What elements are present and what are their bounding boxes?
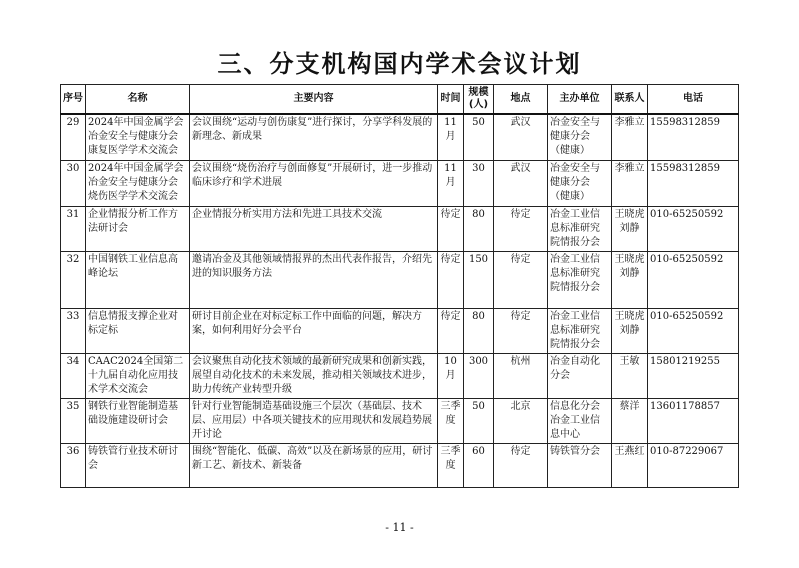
cell-scale: 60 <box>464 443 494 487</box>
page-number: - 11 - <box>385 521 414 534</box>
header-no: 序号 <box>61 85 86 115</box>
cell-time: 待定 <box>438 251 464 308</box>
cell-org: 冶金工业信息标准研究院情报分会 <box>548 308 612 353</box>
cell-scale: 50 <box>464 398 494 443</box>
header-org: 主办单位 <box>548 85 612 115</box>
header-contact: 联系人 <box>612 85 648 115</box>
cell-place: 待定 <box>494 251 548 308</box>
cell-org: 冶金工业信息标准研究院情报分会 <box>548 251 612 308</box>
cell-place: 待定 <box>494 443 548 487</box>
cell-content: 企业情报分析实用方法和先进工具技术交流 <box>190 206 438 251</box>
cell-name: 2024年中国金属学会冶金安全与健康分会烧伤医学学术交流会 <box>86 160 190 206</box>
cell-org: 冶金工业信息标准研究院情报分会 <box>548 206 612 251</box>
table-row <box>61 443 739 487</box>
cell-no: 31 <box>61 206 86 251</box>
cell-time: 三季度 <box>438 398 464 443</box>
cell-time: 10月 <box>438 353 464 398</box>
cell-name: 信息情报支撑企业对标定标 <box>86 308 190 353</box>
cell-org: 冶金安全与健康分会（健康） <box>548 114 612 160</box>
cell-content: 会议聚焦自动化技术领域的最新研究成果和创新实践，展望自动化技术的未来发展，推动相关领域技术进步，助力传统产业转型升级 <box>190 353 438 398</box>
cell-place: 待定 <box>494 308 548 353</box>
cell-no: 33 <box>61 308 86 353</box>
cell-phone: 15598312859 <box>648 114 739 160</box>
cell-name: 铸铁管行业技术研讨会 <box>86 443 190 487</box>
cell-scale: 80 <box>464 206 494 251</box>
cell-contact: 李雅立 <box>612 160 648 206</box>
cell-contact: 蔡洋 <box>612 398 648 443</box>
cell-org: 冶金安全与健康分会（健康） <box>548 160 612 206</box>
cell-no: 32 <box>61 251 86 308</box>
cell-no: 36 <box>61 443 86 487</box>
cell-phone: 13601178857 <box>648 398 739 443</box>
header-name: 名称 <box>86 85 190 115</box>
page-title: 三、分支机构国内学术会议计划 <box>217 50 582 78</box>
cell-org: 信息化分会 冶金工业信息中心 <box>548 398 612 443</box>
cell-content: 围绕“智能化、低碳、高效”以及在新场景的应用，研讨新工艺、新技术、新装备 <box>190 443 438 487</box>
cell-time: 待定 <box>438 206 464 251</box>
cell-scale: 300 <box>464 353 494 398</box>
cell-content: 邀请冶金及其他领域情报界的杰出代表作报告，介绍先进的知识服务方法 <box>190 251 438 308</box>
cell-time: 三季度 <box>438 443 464 487</box>
cell-scale: 50 <box>464 114 494 160</box>
cell-time: 11月 <box>438 114 464 160</box>
cell-phone: 15801219255 <box>648 353 739 398</box>
cell-org: 铸铁管分会 <box>548 443 612 487</box>
table-row <box>61 206 739 251</box>
cell-no: 30 <box>61 160 86 206</box>
cell-place: 武汉 <box>494 160 548 206</box>
header-scale: 规模 (人) <box>464 85 494 115</box>
table-row <box>61 308 739 353</box>
cell-no: 34 <box>61 353 86 398</box>
cell-time: 11月 <box>438 160 464 206</box>
header-place: 地点 <box>494 85 548 115</box>
cell-scale: 80 <box>464 308 494 353</box>
table-row <box>61 160 739 206</box>
cell-name: 2024年中国金属学会冶金安全与健康分会康复医学学术交流会 <box>86 114 190 160</box>
cell-phone: 010-65250592 <box>648 206 739 251</box>
cell-no: 35 <box>61 398 86 443</box>
table-header-row <box>61 85 739 115</box>
cell-org: 冶金自动化分会 <box>548 353 612 398</box>
cell-place: 武汉 <box>494 114 548 160</box>
cell-contact: 王燕红 <box>612 443 648 487</box>
cell-content: 会议围绕“运动与创伤康复”进行探讨，分享学科发展的新理念、新成果 <box>190 114 438 160</box>
cell-phone: 010-65250592 <box>648 308 739 353</box>
cell-content: 针对行业智能制造基础设施三个层次（基础层、技术层、应用层）中各项关键技术的应用现状和发展趋势展开讨论 <box>190 398 438 443</box>
cell-place: 待定 <box>494 206 548 251</box>
meeting-plan-table <box>60 84 739 488</box>
cell-phone: 010-65250592 <box>648 251 739 308</box>
table-row <box>61 353 739 398</box>
cell-content: 研讨目前企业在对标定标工作中面临的问题，解决方案，如何利用好分会平台 <box>190 308 438 353</box>
cell-contact: 王晓虎 刘静 <box>612 308 648 353</box>
table-row <box>61 114 739 160</box>
cell-content: 会议围绕“烧伤治疗与创面修复”开展研讨，进一步推动临床诊疗和学术进展 <box>190 160 438 206</box>
cell-name: 钢铁行业智能制造基础设施建设研讨会 <box>86 398 190 443</box>
cell-scale: 150 <box>464 251 494 308</box>
cell-contact: 王晓虎 刘静 <box>612 206 648 251</box>
cell-name: 企业情报分析工作方法研讨会 <box>86 206 190 251</box>
table-row <box>61 251 739 308</box>
cell-place: 杭州 <box>494 353 548 398</box>
cell-time: 待定 <box>438 308 464 353</box>
table-row <box>61 398 739 443</box>
cell-scale: 30 <box>464 160 494 206</box>
cell-phone: 15598312859 <box>648 160 739 206</box>
cell-contact: 王敏 <box>612 353 648 398</box>
cell-contact: 李雅立 <box>612 114 648 160</box>
cell-name: 中国钢铁工业信息高峰论坛 <box>86 251 190 308</box>
header-content: 主要内容 <box>190 85 438 115</box>
cell-phone: 010-87229067 <box>648 443 739 487</box>
cell-name: CAAC2024全国第二十九届自动化应用技术学术交流会 <box>86 353 190 398</box>
header-time: 时间 <box>438 85 464 115</box>
header-phone: 电话 <box>648 85 739 115</box>
cell-contact: 王晓虎 刘静 <box>612 251 648 308</box>
cell-no: 29 <box>61 114 86 160</box>
cell-place: 北京 <box>494 398 548 443</box>
